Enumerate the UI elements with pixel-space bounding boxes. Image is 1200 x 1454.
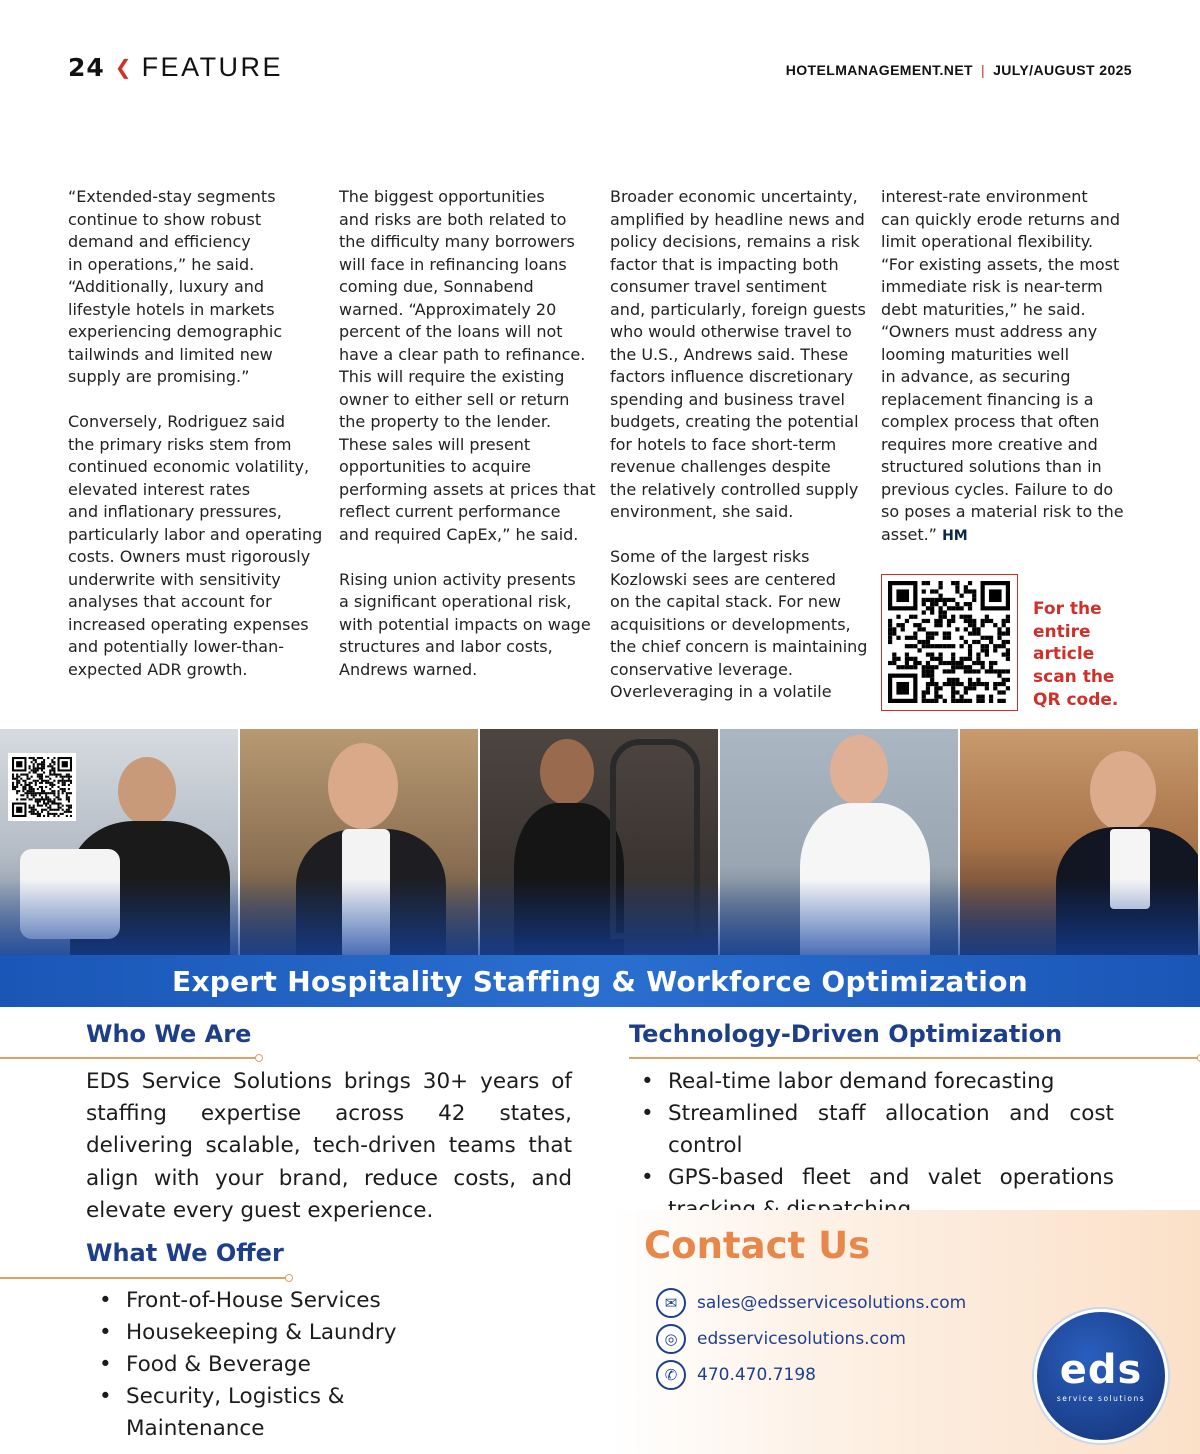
who-heading-rule [0,1057,258,1059]
tech-heading-rule [629,1057,1200,1059]
offer-item: • Front-of-House Services [86,1285,416,1317]
article-paragraph [339,569,596,682]
article-line: interest-rate environment [881,187,1088,206]
article-line: Overleveraging in a volatile [610,682,832,701]
qr-call-to-action [1033,598,1118,712]
article-line: Broader economic uncertainty, [610,187,858,206]
article-line: and inflationary pressures, [68,502,282,521]
qr-cta-line: QR code. [1033,689,1119,710]
website-text[interactable]: edsservicesolutions.com [697,1329,906,1349]
article-line: debt maturities,” he said. [881,299,1086,319]
article-line: with potential impacts on wage [339,614,591,634]
ad-photo-strip [0,729,1200,955]
article-line: increased operating expenses [68,614,309,634]
article-line: a significant operational risk, [339,592,572,611]
article-line: environment, she said. [610,502,794,521]
article-column-2 [339,186,596,704]
article-line: “For existing assets, the most [881,254,1120,274]
what-we-offer-heading: What We Offer [86,1239,284,1267]
article-line: asset.” [881,524,937,544]
article-line: factor that is impacting both [610,254,839,274]
article-line: Some of the largest risks [610,547,810,566]
article-line: and risks are both related to [339,209,567,229]
end-mark: HM [942,527,968,544]
article-line: “Additionally, luxury and [68,277,265,296]
article-line: limit operational flexibility. [881,232,1094,251]
article-line: “Owners must address any [881,322,1098,341]
article-line: analyses that account for [68,592,272,611]
article-line: policy decisions, remains a risk [610,232,860,251]
article-line: performing assets at prices that [339,479,596,499]
article-line: for hotels to face short-term [610,434,837,454]
issue-date: JULY/AUGUST 2025 [993,62,1132,78]
article-line: the primary risks stem from [68,434,292,454]
logo-wordmark: eds [1059,1346,1143,1393]
article-line: in operations,” he said. [68,254,255,274]
contact-website[interactable] [656,1324,906,1354]
article-line: the relatively controlled supply [610,479,859,499]
article-line: particularly labor and operating [68,524,323,544]
article-line: These sales will present [339,434,531,454]
ad-qr-code[interactable] [8,753,76,821]
article-paragraph [68,186,322,389]
article-line: who would otherwise travel to [610,322,852,341]
article-qr-code[interactable] [881,574,1018,711]
article-line: will face in refinancing loans [339,254,567,274]
article-line: costs. Owners must rigorously [68,547,311,566]
article-column-3 [610,186,867,726]
offer-item: • Food & Beverage [86,1349,416,1381]
tech-optimization-heading: Technology-Driven Optimization [629,1020,1063,1048]
qr-code-icon [12,757,72,817]
article-line: looming maturities well [881,344,1070,364]
who-we-are-heading: Who We Are [86,1020,252,1048]
article-line: requires more creative and [881,434,1098,454]
article-line: supply are promising.” [68,367,250,386]
article-line: have a clear path to refinance. [339,344,586,364]
ad-banner [0,955,1200,1007]
page-number: 24 [68,53,105,82]
article-line: lifestyle hotels in markets [68,299,275,319]
email-text[interactable]: sales@edsservicesolutions.com [697,1293,967,1313]
article-line: elevated interest rates [68,479,251,499]
article-line: revenue challenges despite [610,457,831,476]
qr-cta-line: article [1033,644,1095,665]
ad-banner-title: Expert Hospitality Staffing & Workforce Optimization [172,964,1028,998]
globe-icon: ◎ [656,1324,686,1354]
qr-code-icon [888,581,1010,703]
tech-list [628,1066,1114,1226]
qr-cta-line: For the [1033,599,1102,619]
article-line: previous cycles. Failure to do [881,479,1114,499]
offer-item: • Security, Logistics & Maintenance [86,1381,416,1445]
phone-icon: ✆ [656,1360,686,1390]
article-column-1 [68,186,322,704]
tech-item: • Real-time labor demand forecasting [628,1066,1114,1098]
article-paragraph [339,186,596,546]
article-line: consumer travel sentiment [610,277,827,296]
header-divider: | [981,62,986,78]
article-line: tailwinds and limited new [68,344,273,364]
article-line: factors influence discretionary [610,367,854,386]
tech-item: • GPS-based fleet and valet operations [628,1162,1114,1226]
article-line: demand and efficiency [68,232,251,251]
article-line: warned. “Approximately 20 [339,299,557,319]
article-line: and potentially lower-than- [68,637,284,656]
article-line: replacement financing is a [881,389,1094,409]
article-line: spending and business travel [610,389,845,409]
article-line: continue to show robust [68,209,262,229]
article-line: immediate risk is near-term [881,277,1103,296]
article-line: reflect current performance [339,502,561,521]
logo-tagline: service solutions [1056,1393,1146,1403]
article-line: the property to the lender. [339,412,552,431]
site-name: HOTELMANAGEMENT.NET [785,62,974,78]
article-line: The biggest opportunities [339,187,545,206]
article-line: Kozlowski sees are centered [610,569,836,589]
photo-strip-fade [0,879,1200,955]
offer-item: • Housekeeping & Laundry [86,1317,416,1349]
article-line: continued economic volatility, [68,457,310,476]
article-line: expected ADR growth. [68,659,248,679]
tech-item: • Streamlined staff allocation and cost control [628,1098,1114,1162]
email-icon: ✉ [656,1288,686,1318]
article-line: complex process that often [881,412,1100,431]
article-line: and, particularly, foreign guests [610,299,866,319]
article-line: experiencing demographic [68,322,283,341]
article-line: the difficulty many borrowers [339,232,575,251]
contact-email[interactable] [656,1288,966,1318]
section-title: FEATURE [141,52,284,82]
article-line: the chief concern is maintaining [610,637,868,656]
article-paragraph [68,411,322,681]
who-we-are-text: EDS Service Solutions brings 30+ years of staffing expertise across 42 states, delivering scalable, tech-driven teams that align with your brand, reduce costs, and elevate every guest experience. [86,1069,572,1223]
offer-heading-rule [0,1277,288,1279]
article-line: can quickly erode returns and [881,209,1121,229]
article-line: in advance, as securing [881,367,1071,386]
page-header-right [786,62,1132,78]
article-paragraph [610,186,867,524]
article-line: coming due, Sonnabend [339,277,534,296]
page-header-left [68,52,283,83]
article-line: This will require the existing [339,367,565,386]
article-line: the U.S., Andrews said. These [610,344,849,364]
article-line: structured solutions than in [881,457,1102,476]
article-line: so poses a material risk to the [881,502,1124,521]
article-line: and required CapEx,” he said. [339,524,579,544]
article-line: acquisitions or developments, [610,614,851,634]
article-line: underwrite with sensitivity [68,569,281,589]
article-line: Conversely, Rodriguez said [68,412,285,431]
article-line: amplified by headline news and [610,209,865,229]
article-line: opportunities to acquire [339,457,532,476]
offer-list [86,1285,416,1445]
article-line: structures and labor costs, [339,637,553,656]
article-line: percent of the loans will not [339,322,563,341]
article-line: budgets, creating the potential [610,412,859,431]
article-line: on the capital stack. For new [610,592,841,611]
article-line: Rising union activity presents [339,569,576,589]
article-line: owner to either sell or return [339,389,570,409]
article-line: “Extended-stay segments [68,187,276,206]
qr-cta-line: scan the [1033,667,1115,688]
article-paragraph [881,186,1124,547]
phone-text[interactable]: 470.470.7198 [697,1365,816,1385]
article-line: conservative leverage. [610,659,793,679]
eds-logo [1034,1309,1168,1443]
contact-phone[interactable] [656,1360,816,1390]
contact-us-heading: Contact Us [644,1224,871,1267]
article-paragraph [610,546,867,704]
qr-cta-line: entire [1033,621,1091,642]
article-line: Andrews warned. [339,659,478,679]
chevron-left-icon: ❮ [114,54,132,79]
article-column-4 [881,186,1124,570]
